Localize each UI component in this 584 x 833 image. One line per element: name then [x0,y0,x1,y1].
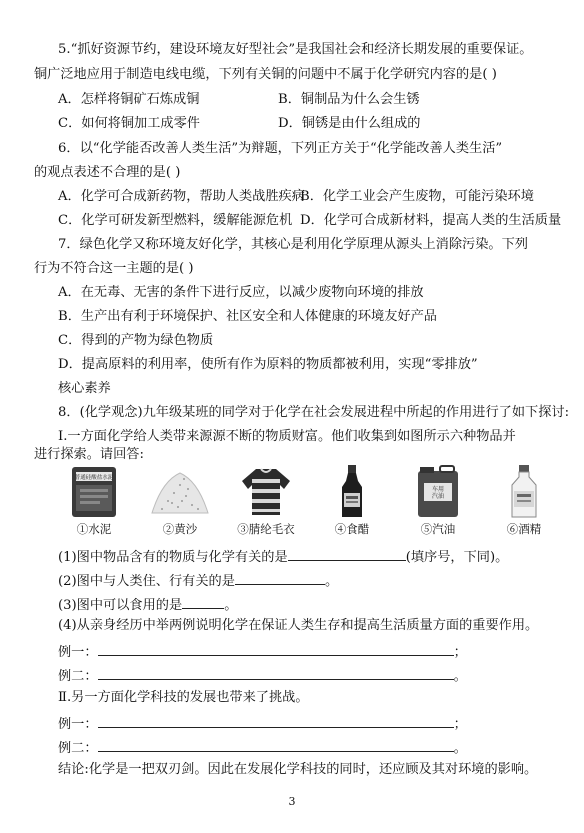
q8-sub3-blank[interactable] [182,594,224,609]
q8-example4 [58,737,467,758]
cement-bag-label: 普通硅酸盐水泥 [74,475,114,481]
q8-example2-label: 例二： [58,669,98,684]
q7-stem-line1: 7．绿色化学又称环境友好化学，其核心是利用化学原理从源头上消除污染。下列 [58,237,528,252]
alcohol-bottle-icon [504,463,544,519]
item-alcohol [488,463,560,541]
q8-example3-end: ； [453,717,467,732]
gasoline-can-icon [410,463,466,519]
q8-example2-blank[interactable] [98,665,454,680]
q8-part2: Ⅱ.另一方面化学科技的发展也带来了挑战。 [58,690,309,705]
q8-sub1-blank[interactable] [288,546,406,561]
q5-option-d: D．铜锈是由什么组成的 [278,116,421,131]
q8-example4-end: 。 [453,741,467,756]
q8-example4-label: 例二： [58,741,98,756]
q8-sub2-text: (2)图中与人类住、行有关的是 [58,574,235,589]
q8-example3-label: 例一： [58,717,98,732]
q5-option-a: A．怎样将铜矿石炼成铜 [58,92,200,107]
item-sweater [230,463,302,541]
q8-sub1-text: (1)图中物品含有的物质与化学有关的是 [58,550,288,565]
q5-option-b: B．铜制品为什么会生锈 [278,92,420,107]
q8-conclusion: 结论:化学是一把双刃剑。因此在发展化学科技的同时，还应顾及其对环境的影响。 [58,762,538,777]
q8-example1-blank[interactable] [98,641,454,656]
q8-example1-label: 例一： [58,645,98,660]
q8-part1-line1: Ⅰ.一方面化学给人类带来源源不断的物质财富。他们收集到如图所示六种物品并 [58,429,516,444]
q6-option-b: B．化学工业会产生废物，可能污染环境 [300,189,534,204]
item-cement [58,463,130,541]
q8-sub2 [58,570,338,591]
q6-stem-line1: 6．以“化学能否改善人类生活”为辩题，下列正方关于“化学能改善人类生活” [58,141,503,156]
item-gasoline [402,463,474,541]
q8-example2-end: 。 [453,669,467,684]
q5-option-c: C．如何将铜加工成零件 [58,116,200,131]
caption-sand: ②黄沙 [162,522,198,536]
q7-option-d: D．提高原料的利用率，使所有作为原料的物质都被利用，实现“零排放” [58,357,478,372]
q6-option-c: C．化学可研发新型燃料，缓解能源危机 [58,213,293,228]
cement-bag-icon [66,463,122,519]
q7-option-b: B．生产出有利于环境保护、社区安全和人体健康的环境友好产品 [58,309,437,324]
q8-sub3 [58,594,237,615]
q6-stem-line2: 的观点表述不合理的是( ) [34,165,181,180]
item-sand [144,463,216,541]
q8-sub1-tail: (填序号，下同)。 [405,550,509,565]
q8-example2 [58,665,467,686]
q8-image-row [58,463,558,541]
q5-stem-line1: 5.“抓好资源节约，建设环境友好型社会”是我国社会和经济长期发展的重要保证。 [58,42,533,57]
q7-stem-line2: 行为不符合这一主题的是( ) [34,261,194,276]
q6-option-d: D．化学可合成新材料，提高人类的生活质量 [300,213,562,228]
caption-vinegar: ④食醋 [334,522,370,536]
gasoline-can-label-top: 车用 [431,486,445,493]
page-number: 3 [288,795,296,808]
q8-example3 [58,713,467,734]
section-title: 核心素养 [58,381,111,396]
q8-stem: 8．(化学观念)九年级某班的同学对于化学在社会发展进程中所起的作用进行了如下探讨: [58,405,570,420]
q8-example1-end: ； [453,645,467,660]
vinegar-bottle-icon [332,463,372,519]
caption-gasoline: ⑤汽油 [420,522,456,536]
q8-sub1 [58,546,508,567]
gasoline-can-label-bottom: 汽油 [431,493,445,500]
q7-option-c: C．得到的产物为绿色物质 [58,333,214,348]
q6-option-a: A．化学可合成新药物，帮助人类战胜疾病 [58,189,305,204]
caption-sweater: ③腈纶毛衣 [237,522,295,536]
q8-sub3-text: (3)图中可以食用的是 [58,598,183,613]
q8-sub3-tail: 。 [224,598,238,613]
q8-sub2-blank[interactable] [235,570,325,585]
q8-example3-blank[interactable] [98,713,454,728]
q8-sub2-tail: 。 [324,574,339,589]
item-vinegar [316,463,388,541]
caption-alcohol: ⑥酒精 [506,522,542,536]
q8-part1-line2: 进行探索。请回答: [34,447,144,462]
q8-example1 [58,641,467,662]
sand-pile-icon [148,463,212,519]
sweater-icon [238,463,294,519]
q5-stem-line2: 铜广泛地应用于制造电线电缆，下列有关铜的问题中不属于化学研究内容的是( ) [34,67,497,82]
q8-example4-blank[interactable] [98,737,454,752]
q7-option-a: A．在无毒、无害的条件下进行反应，以减少废物向环境的排放 [58,285,424,300]
q8-sub4: (4)从亲身经历中举两例说明化学在保证人类生存和提高生活质量方面的重要作用。 [58,618,539,633]
caption-cement: ①水泥 [76,522,112,536]
